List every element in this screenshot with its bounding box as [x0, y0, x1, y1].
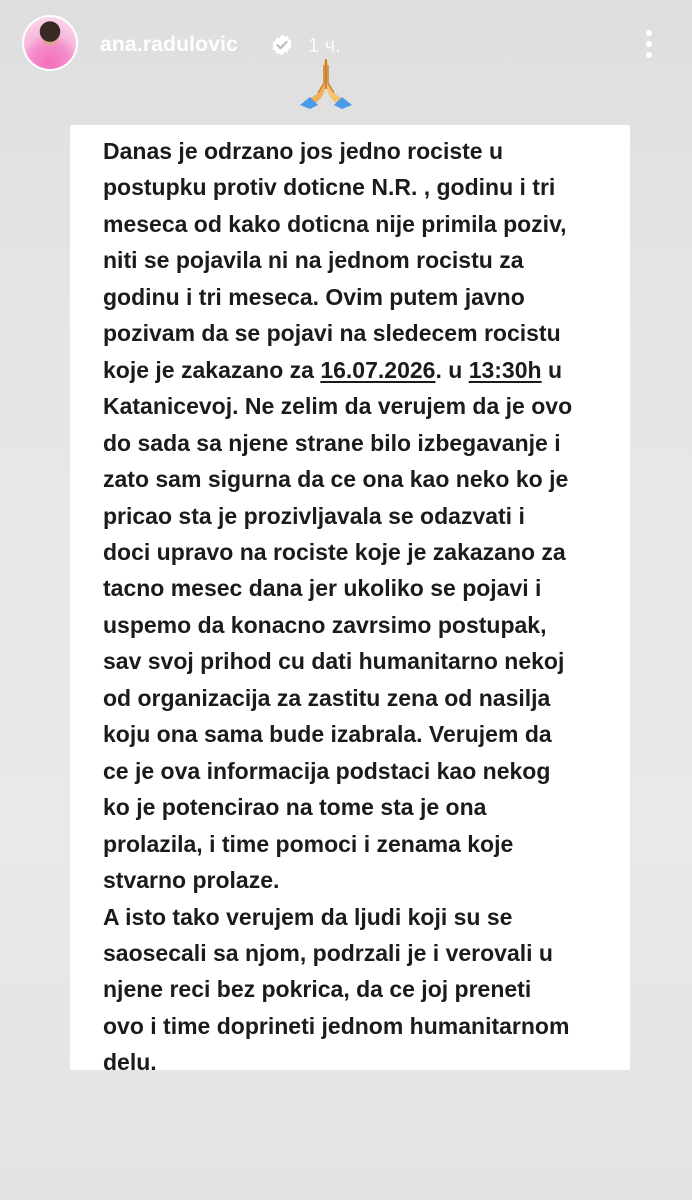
story-text-line: saosecali sa njom, podrzali je i verovali u — [103, 939, 553, 966]
story-text-line: od organizacija za zastitu zena od nasilja — [103, 684, 551, 711]
post-time: 1 ч. — [308, 35, 341, 57]
story-text-line: postupku protiv doticne N.R. , godinu i tri — [103, 174, 556, 201]
story-text-line: meseca od kako doticna nije primila poziv, — [103, 210, 567, 237]
story-text-segment: u — [541, 356, 563, 383]
story-text-line: pricao sta je prozivljavala se odazvati i — [103, 502, 525, 529]
username[interactable]: ana.radulovic — [100, 33, 238, 56]
hearing-date: 16.07.2026 — [320, 356, 436, 383]
avatar-photo — [24, 17, 76, 69]
story-text-segment: koje je zakazano za — [103, 356, 321, 383]
story-text-line: njene reci bez pokrica, da ce joj preneti — [103, 976, 532, 1003]
story-text-segment: . u — [435, 356, 469, 383]
story-text-line: sav svoj prihod cu dati humanitarno nekoj — [103, 648, 565, 675]
story-text-line: koju ona sama bude izabrala. Verujem da — [103, 721, 552, 748]
hearing-time: 13:30h — [468, 356, 542, 383]
folded-hands-emoji — [298, 53, 354, 109]
story-text-line — [103, 352, 623, 388]
more-vertical-icon[interactable] — [638, 26, 660, 62]
story-text-line: uspemo da konacno zavrsimo postupak, — [103, 611, 547, 638]
story-text-line: stvarno prolaze. — [103, 867, 280, 894]
story-text-line: do sada sa njene strane bilo izbegavanje i — [103, 429, 561, 456]
story-text-line: niti se pojavila ni na jednom rocistu za — [103, 247, 524, 274]
verified-badge-icon — [270, 33, 294, 57]
story-text-line: delu. — [103, 1049, 157, 1076]
story-text-line: prolazila, i time pomoci i zenama koje — [103, 830, 514, 857]
story-text-line: A isto tako verujem da ljudi koji su se — [103, 903, 513, 930]
story-text-line: Danas je odrzano jos jedno rociste u — [103, 138, 504, 164]
story-text-line: godinu i tri meseca. Ovim putem javno — [103, 283, 525, 310]
story-text-line: tacno mesec dana jer ukoliko se pojavi i — [103, 575, 542, 602]
story-text-line: ovo i time doprineti jednom humanitarnom — [103, 1012, 570, 1039]
story-text-line: zato sam sigurna da ce ona kao neko ko je — [103, 466, 569, 493]
story-text — [103, 133, 623, 1081]
story-text-line: ko je potencirao na tome sta je ona — [103, 794, 487, 821]
story-text-line: Katanicevoj. Ne zelim da verujem da je ovo — [103, 393, 573, 420]
profile-avatar[interactable] — [22, 15, 78, 71]
story-text-line: pozivam da se pojavi na sledecem rocistu — [103, 320, 561, 347]
story-text-line: ce je ova informacija podstaci kao nekog — [103, 757, 551, 784]
story-text-line: doci upravo na rociste koje je zakazano za — [103, 538, 566, 565]
